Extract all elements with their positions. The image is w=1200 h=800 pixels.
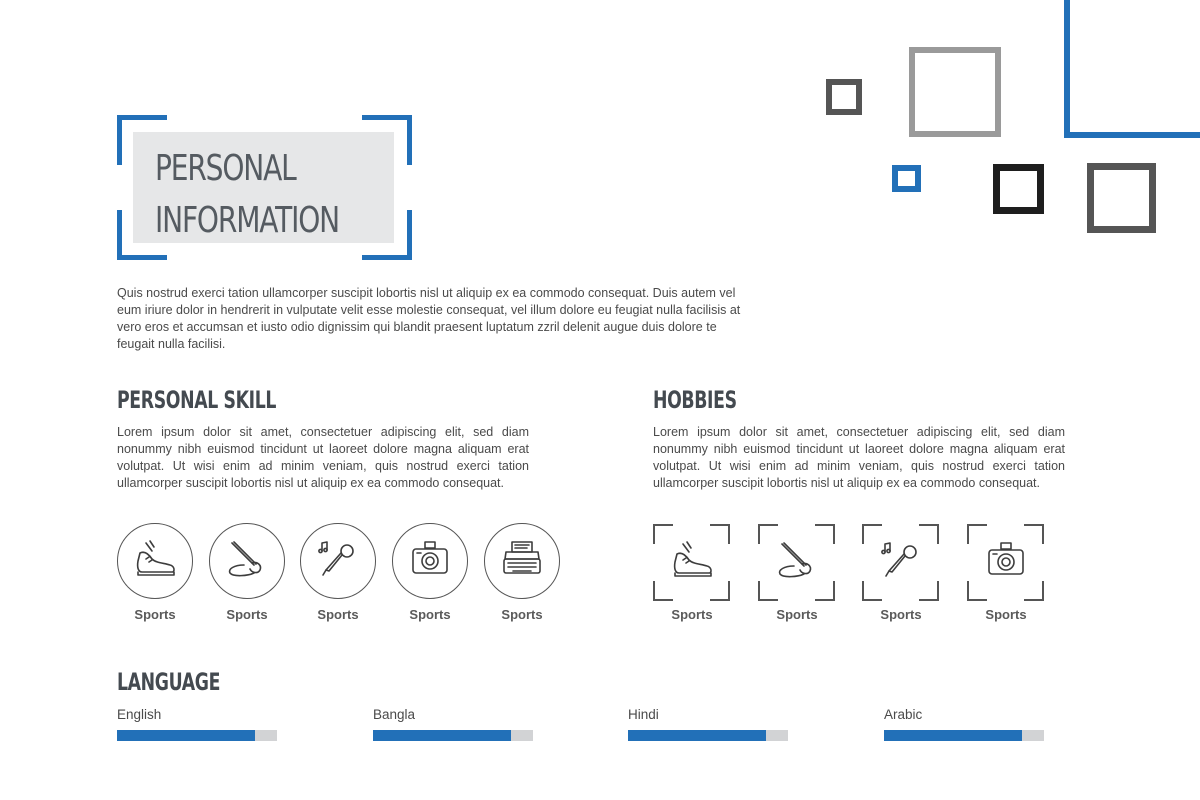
frame-corner — [758, 524, 778, 544]
decor-square — [1087, 163, 1156, 233]
skill-item-label: Sports — [134, 607, 176, 622]
hobbies-paragraph: Lorem ipsum dolor sit amet, consectetuer adipiscing elit, sed diam nonummy nibh euismod tincidunt ut laoreet dolore magna aliquam erat volutpat. Ut wisi enim ad minim veniam, quis nostrud exerci tation ullamcorper suscipit lobortis nisl ut aliquip ex ea commodo consequat. — [653, 425, 1065, 490]
frame-corner — [1024, 524, 1044, 544]
language-name: Arabic — [884, 707, 923, 722]
skill-item-circle — [209, 523, 285, 599]
decor-frame-blue — [1064, 0, 1200, 138]
frame-corner — [653, 524, 673, 544]
skill-item-circle — [300, 523, 376, 599]
hobby-item-label: Sports — [880, 607, 922, 622]
skill-item-label: Sports — [226, 607, 268, 622]
sneaker-icon — [669, 540, 715, 585]
hobby-item-label: Sports — [671, 607, 713, 622]
hobby-item-label: Sports — [776, 607, 818, 622]
page-title-line2: INFORMATION — [155, 200, 339, 241]
hobby-item-frame — [653, 524, 730, 601]
language-level-fill — [373, 730, 511, 741]
language-level-bar — [117, 730, 277, 741]
sneaker-icon — [132, 539, 178, 584]
hobbies-heading: HOBBIES — [653, 386, 737, 414]
frame-corner — [710, 581, 730, 601]
hobby-item-label: Sports — [985, 607, 1027, 622]
skill-item-label: Sports — [317, 607, 359, 622]
language-level-bar — [373, 730, 533, 741]
frame-corner — [815, 524, 835, 544]
language-name: Hindi — [628, 707, 659, 722]
skill-item-circle — [392, 523, 468, 599]
camera-icon — [407, 539, 453, 584]
microphone-icon — [878, 540, 924, 585]
paintbrush-icon — [224, 539, 270, 584]
decor-square — [892, 165, 921, 192]
language-level-bar — [628, 730, 788, 741]
language-name: Bangla — [373, 707, 416, 722]
paintbrush-icon — [774, 540, 820, 585]
skills-heading: PERSONAL SKILL — [117, 386, 277, 414]
frame-corner — [862, 524, 882, 544]
hobby-item-frame — [862, 524, 939, 601]
typewriter-icon — [499, 539, 545, 584]
decor-square — [826, 79, 862, 115]
frame-corner — [1024, 581, 1044, 601]
frame-corner — [758, 581, 778, 601]
frame-corner — [815, 581, 835, 601]
language-level-fill — [884, 730, 1022, 741]
camera-icon — [983, 540, 1029, 585]
frame-corner — [919, 524, 939, 544]
frame-corner — [919, 581, 939, 601]
language-level-fill — [628, 730, 766, 741]
page-title — [155, 143, 339, 247]
skill-item-label: Sports — [501, 607, 543, 622]
frame-corner — [862, 581, 882, 601]
language-level-fill — [117, 730, 255, 741]
page-title-line1: PERSONAL — [155, 148, 296, 189]
skill-item-label: Sports — [409, 607, 451, 622]
microphone-icon — [315, 539, 361, 584]
hobby-item-frame — [967, 524, 1044, 601]
skill-item-circle — [117, 523, 193, 599]
frame-corner — [710, 524, 730, 544]
frame-corner — [967, 524, 987, 544]
language-level-bar — [884, 730, 1044, 741]
language-name: English — [117, 707, 162, 722]
frame-corner — [653, 581, 673, 601]
language-heading: LANGUAGE — [117, 668, 221, 696]
decor-square — [909, 47, 1001, 137]
hobby-item-frame — [758, 524, 835, 601]
intro-paragraph: Quis nostrud exerci tation ullamcorper suscipit lobortis nisl ut aliquip ex ea commodo consequat. Duis autem vel eum iriure dolor in hendrerit in vulputate velit esse molestie consequat, vel illum dolore eu feugiat nulla facilisis at vero eros et accumsan et iusto odio dignissim qui blandit praesent luptatum zzril delenit augue duis dolore te feugait nulla facilisi. — [117, 286, 741, 351]
frame-corner — [967, 581, 987, 601]
decor-square — [993, 164, 1044, 214]
skill-item-circle — [484, 523, 560, 599]
skills-paragraph: Lorem ipsum dolor sit amet, consectetuer adipiscing elit, sed diam nonummy nibh euismod tincidunt ut laoreet dolore magna aliquam erat volutpat. Ut wisi enim ad minim veniam, quis nostrud exerci tation ullamcorper suscipit lobortis nisl ut aliquip ex ea commodo consequat. — [117, 425, 529, 490]
